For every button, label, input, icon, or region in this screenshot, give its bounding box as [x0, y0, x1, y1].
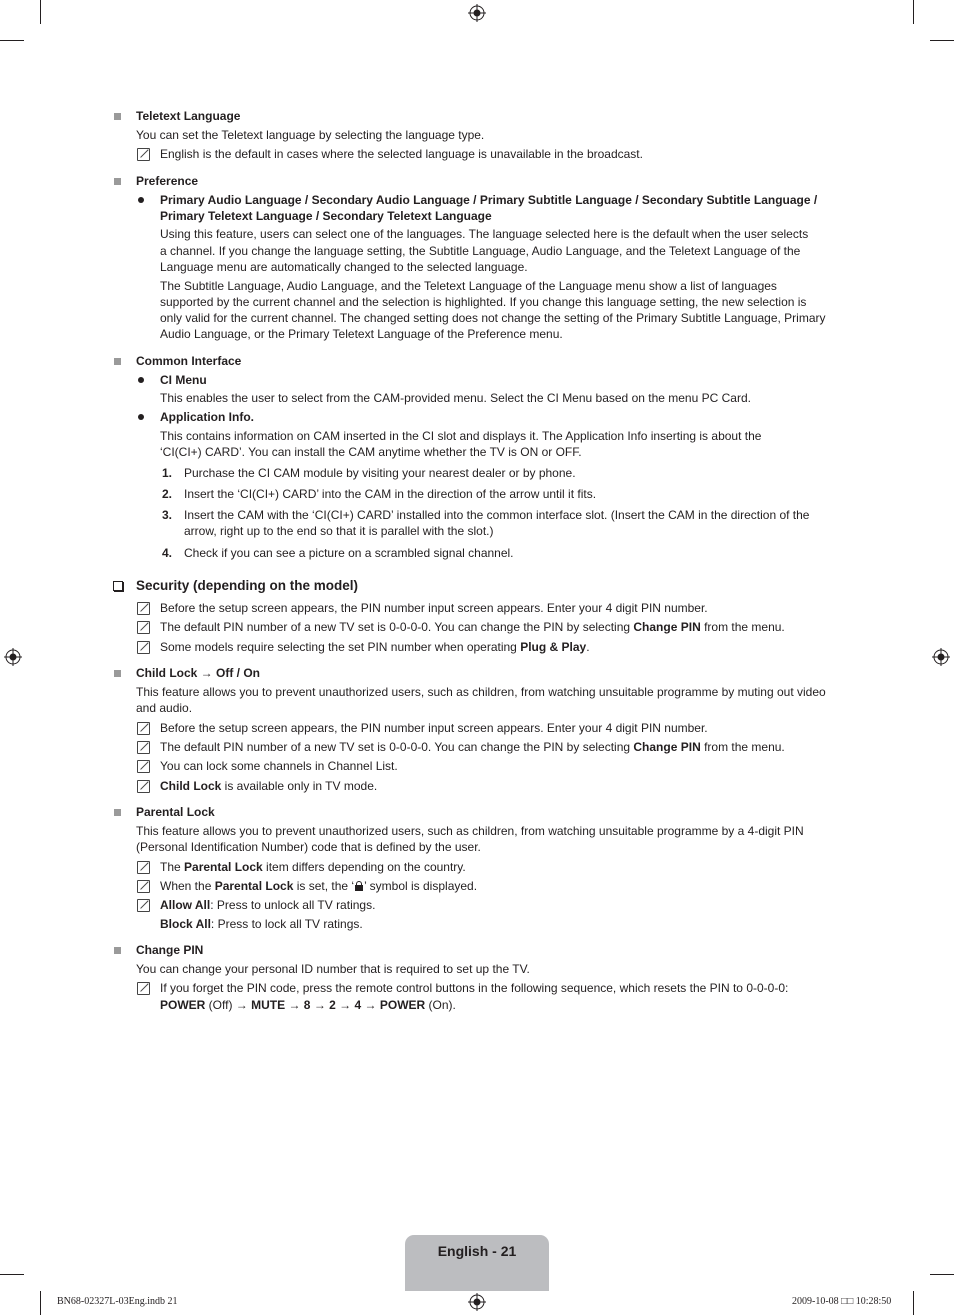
note-icon: [137, 602, 150, 615]
page-number: English - 21: [437, 1243, 517, 1259]
lock-icon: [355, 881, 363, 891]
note-text: Allow All: Press to unlock all TV ratings.: [160, 898, 376, 912]
note-icon: [137, 899, 150, 912]
body-text: Audio Language, or the Primary Teletext Language of the Preference menu.: [160, 327, 563, 341]
print-timestamp: 2009-10-08 □□ 10:28:50: [792, 1296, 892, 1307]
section-bullet-icon: [114, 670, 121, 677]
crop-mark: [40, 0, 41, 24]
section-bullet-icon: [114, 809, 121, 816]
section-heading: Common Interface: [136, 354, 242, 368]
body-text: The Subtitle Language, Audio Language, and the Teletext Language of the Language menu show a list of languages: [160, 279, 777, 293]
step-number: 1.: [162, 466, 173, 480]
registration-mark-icon: [4, 648, 22, 666]
step-text: Check if you can see a picture on a scrambled signal channel.: [184, 546, 514, 560]
note-text: The default PIN number of a new TV set is 0-0-0-0. You can change the PIN by selecting Change PIN from the menu.: [160, 620, 785, 634]
section-bullet-icon: [114, 358, 121, 365]
body-text: supported by the current channel and the selection is highlighted. If you change this language setting, the new selection is: [160, 295, 807, 309]
section-heading: Change PIN: [136, 943, 204, 957]
crop-mark: [913, 1291, 914, 1315]
body-text: and audio.: [136, 701, 193, 715]
section-bullet-icon: [114, 947, 121, 954]
note-icon: [137, 148, 150, 161]
bullet-heading: Primary Audio Language / Secondary Audio Language / Primary Subtitle Language / Secondary Subtitle Language /: [160, 193, 818, 207]
note-text: English is the default in cases where the selected language is unavailable in the broadcast.: [160, 147, 643, 161]
body-text: This feature allows you to prevent unauthorized users, such as children, from watching unsuitable programme by muting out video: [136, 685, 826, 699]
note-icon: [137, 880, 150, 893]
crop-mark: [0, 40, 24, 41]
note-text: Child Lock is available only in TV mode.: [160, 779, 378, 793]
body-text: only valid for the current channel. The changed setting does not change the setting of the Primary Subtitle Language, Primary: [160, 311, 826, 325]
step-number: 3.: [162, 508, 173, 522]
body-text: Language menu are automatically changed to the selected language.: [160, 260, 528, 274]
note-text: Before the setup screen appears, the PIN number input screen appears. Enter your 4 digit PIN number.: [160, 721, 708, 735]
checkbox-bullet-icon: [113, 581, 123, 591]
note-icon: [137, 982, 150, 995]
registration-mark-icon: [468, 4, 486, 22]
note-text: When the Parental Lock is set, the ‘ ’ symbol is displayed.: [160, 879, 478, 893]
section-title: Security (depending on the model): [136, 578, 359, 593]
note-icon: [137, 741, 150, 754]
note-text: The default PIN number of a new TV set is 0-0-0-0. You can change the PIN by selecting Change PIN from the menu.: [160, 740, 785, 754]
note-text: Some models require selecting the set PIN number when operating Plug & Play.: [160, 640, 590, 654]
note-text: The Parental Lock item differs depending on the country.: [160, 860, 466, 874]
crop-mark: [40, 1291, 41, 1315]
section-bullet-icon: [114, 113, 121, 120]
section-heading: Child Lock → Off / On: [136, 666, 260, 680]
crop-mark: [0, 1274, 24, 1275]
registration-mark-icon: [932, 648, 950, 666]
note-text: Block All: Press to lock all TV ratings.: [160, 917, 363, 931]
step-text: Insert the ‘CI(CI+) CARD’ into the CAM in the direction of the arrow until it fits.: [184, 487, 597, 501]
bullet-icon: [138, 197, 144, 203]
bullet-heading: CI Menu: [160, 373, 207, 387]
print-file-label: BN68-02327L-03Eng.indb 21: [57, 1296, 178, 1307]
section-heading: Parental Lock: [136, 805, 215, 819]
step-number: 4.: [162, 546, 173, 560]
note-icon: [137, 780, 150, 793]
note-text: You can lock some channels in Channel List.: [160, 759, 398, 773]
section-heading: Preference: [136, 174, 199, 188]
note-text: If you forget the PIN code, press the remote control buttons in the following sequence, which resets the PIN to 0-0-0-0:: [160, 981, 789, 995]
section-bullet-icon: [114, 178, 121, 185]
body-text: ‘CI(CI+) CARD’. You can install the CAM anytime whether the TV is ON or OFF.: [160, 445, 582, 459]
note-icon: [137, 621, 150, 634]
step-text: Insert the CAM with the ‘CI(CI+) CARD’ installed into the common interface slot. (Insert the CAM in the direction of the: [184, 508, 810, 522]
note-icon: [137, 722, 150, 735]
registration-mark-icon: [468, 1293, 486, 1311]
crop-mark: [930, 1274, 954, 1275]
step-text: arrow, right up to the end so that it is parallel with the slot.): [184, 524, 494, 538]
bullet-icon: [138, 414, 144, 420]
bullet-heading: Primary Teletext Language / Secondary Teletext Language: [160, 209, 492, 223]
body-text: Using this feature, users can select one of the languages. The language selected here is the default when the user selects: [160, 227, 809, 241]
body-text: This enables the user to select from the CAM-provided menu. Select the CI Menu based on the menu PC Card.: [160, 391, 751, 405]
body-text: This contains information on CAM inserted in the CI slot and displays it. The Application Info inserting is about the: [160, 429, 762, 443]
pin-reset-sequence: POWER (Off) → MUTE → 8 → 2 → 4 → POWER (On).: [160, 998, 456, 1012]
step-text: Purchase the CI CAM module by visiting your nearest dealer or by phone.: [184, 466, 576, 480]
crop-mark: [930, 40, 954, 41]
body-text: a channel. If you change the language setting, the Subtitle Language, Audio Language, and the Teletext Language of the: [160, 244, 801, 258]
bullet-icon: [138, 377, 144, 383]
section-heading: Teletext Language: [136, 109, 241, 123]
bullet-heading: Application Info.: [160, 410, 254, 424]
crop-mark: [913, 0, 914, 24]
step-number: 2.: [162, 487, 173, 501]
note-icon: [137, 641, 150, 654]
note-icon: [137, 760, 150, 773]
body-text: (Personal Identification Number) code that is defined by the user.: [136, 840, 481, 854]
body-text: This feature allows you to prevent unauthorized users, such as children, from watching unsuitable programme by a 4-digit PIN: [136, 824, 804, 838]
body-text: You can set the Teletext language by selecting the language type.: [136, 128, 485, 142]
body-text: You can change your personal ID number that is required to set up the TV.: [136, 962, 530, 976]
note-icon: [137, 861, 150, 874]
note-text: Before the setup screen appears, the PIN number input screen appears. Enter your 4 digit PIN number.: [160, 601, 708, 615]
